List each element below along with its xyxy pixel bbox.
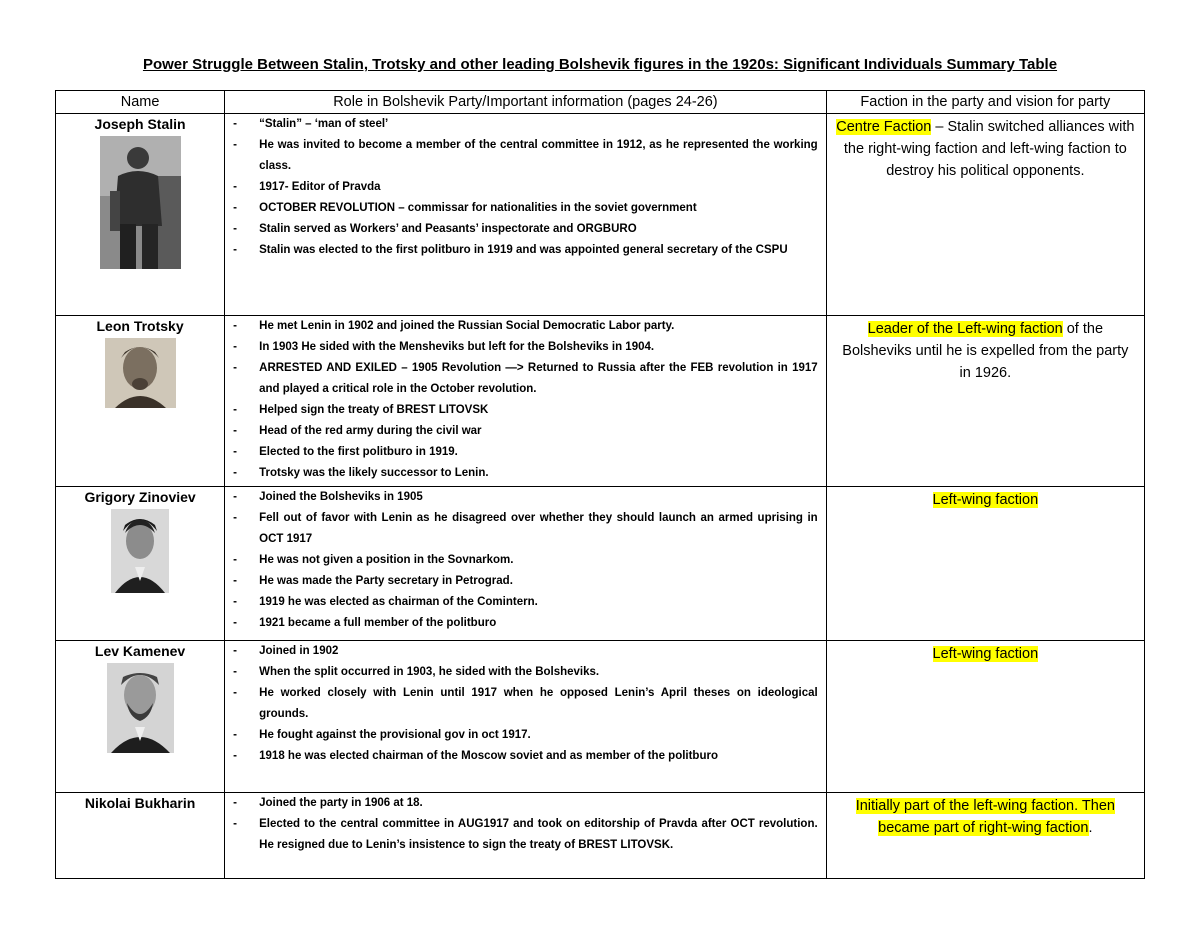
list-item: - When the split occurred in 1903, he sided with the Bolsheviks. [259, 662, 818, 683]
zinoviev-portrait [111, 509, 169, 593]
faction-cell [826, 793, 1144, 879]
role-list [225, 641, 826, 767]
list-item: - Helped sign the treaty of BREST LITOVSK [259, 400, 818, 421]
list-item: - 1921 became a full member of the politburo [259, 613, 818, 634]
name-cell [56, 641, 225, 793]
list-item: - Joined the party in 1906 at 18. [259, 793, 818, 814]
name-cell [56, 487, 225, 641]
faction-cell [826, 641, 1144, 793]
list-item: - Elected to the central committee in AUG1917 and took on editorship of Pravda after OCT revolution. He resigned due to Lenin’s insistence to sign the treaty of BREST LITOVSK. [259, 814, 818, 856]
header-row [56, 91, 1145, 114]
role-cell [225, 487, 827, 641]
faction-highlight: Left-wing faction [932, 492, 1039, 508]
person-name: Leon Trotsky [96, 318, 184, 334]
table-row [56, 316, 1145, 487]
list-item: - Joined the Bolsheviks in 1905 [259, 487, 818, 508]
list-item: - Elected to the first politburo in 1919. [259, 442, 818, 463]
faction-text: of the Bolsheviks until he is expelled from the party in 1926. [842, 321, 1129, 381]
list-item: - 1917- Editor of Pravda [259, 177, 818, 198]
document-title: Power Struggle Between Stalin, Trotsky and other leading Bolshevik figures in the 1920s: Significant Individuals Summary Table [142, 56, 1058, 73]
list-item: - 1918 he was elected chairman of the Moscow soviet and as member of the politburo [259, 746, 818, 767]
role-cell [225, 114, 827, 316]
faction-highlight: Leader of the Left-wing faction [867, 321, 1063, 337]
list-item: - Fell out of favor with Lenin as he disagreed over whether they should launch an armed uprising in OCT 1917 [259, 508, 818, 550]
role-cell [225, 793, 827, 879]
list-item: - He was made the Party secretary in Petrograd. [259, 571, 818, 592]
list-item: - Joined in 1902 [259, 641, 818, 662]
faction-text: . [1088, 820, 1093, 836]
table-row [56, 793, 1145, 879]
role-cell [225, 316, 827, 487]
person-name: Nikolai Bukharin [84, 795, 196, 811]
stalin-portrait [100, 136, 181, 269]
role-list [225, 114, 826, 261]
name-cell [56, 316, 225, 487]
summary-table [55, 90, 1145, 879]
header-faction: Faction in the party and vision for party [826, 91, 1144, 114]
list-item: - ARRESTED AND EXILED – 1905 Revolution —> Returned to Russia after the FEB revolution in 1917 and played a critical role in the October revolution. [259, 358, 818, 400]
faction-text: – Stalin switched alliances with the right-wing faction and left-wing faction to destroy his political opponents. [843, 119, 1135, 179]
header-role: Role in Bolshevik Party/Important information (pages 24-26) [225, 91, 827, 114]
role-list [225, 487, 826, 634]
list-item: - He fought against the provisional gov in oct 1917. [259, 725, 818, 746]
list-item: - In 1903 He sided with the Mensheviks but left for the Bolsheviks in 1904. [259, 337, 818, 358]
table-row [56, 487, 1145, 641]
faction-cell [826, 114, 1144, 316]
faction-cell [826, 316, 1144, 487]
faction-highlight: Left-wing faction [932, 646, 1039, 662]
name-cell [56, 114, 225, 316]
kamenev-portrait [107, 663, 174, 753]
table-row [56, 114, 1145, 316]
person-name: Joseph Stalin [94, 116, 186, 132]
faction-highlight: Centre Faction [836, 119, 932, 135]
list-item: - “Stalin” – ‘man of steel’ [259, 114, 818, 135]
name-cell [56, 793, 225, 879]
role-cell [225, 641, 827, 793]
list-item: - He worked closely with Lenin until 1917 when he opposed Lenin’s April theses on ideological grounds. [259, 683, 818, 725]
list-item: - Trotsky was the likely successor to Lenin. [259, 463, 818, 484]
faction-cell [826, 487, 1144, 641]
role-list [225, 793, 826, 856]
list-item: - Stalin served as Workers’ and Peasants’ inspectorate and ORGBURO [259, 219, 818, 240]
trotsky-portrait [105, 338, 176, 408]
list-item: - He met Lenin in 1902 and joined the Russian Social Democratic Labor party. [259, 316, 818, 337]
list-item: - He was invited to become a member of the central committee in 1912, as he represented the working class. [259, 135, 818, 177]
list-item: - OCTOBER REVOLUTION – commissar for nationalities in the soviet government [259, 198, 818, 219]
person-name: Lev Kamenev [94, 643, 186, 659]
table-row [56, 641, 1145, 793]
list-item: - Head of the red army during the civil war [259, 421, 818, 442]
list-item: - Stalin was elected to the first politburo in 1919 and was appointed general secretary of the CSPU [259, 240, 818, 261]
list-item: - 1919 he was elected as chairman of the Comintern. [259, 592, 818, 613]
list-item: - He was not given a position in the Sovnarkom. [259, 550, 818, 571]
role-list [225, 316, 826, 484]
person-name: Grigory Zinoviev [84, 489, 196, 505]
header-name: Name [56, 91, 225, 114]
faction-highlight: Initially part of the left-wing faction. Then became part of right-wing faction [855, 798, 1115, 836]
